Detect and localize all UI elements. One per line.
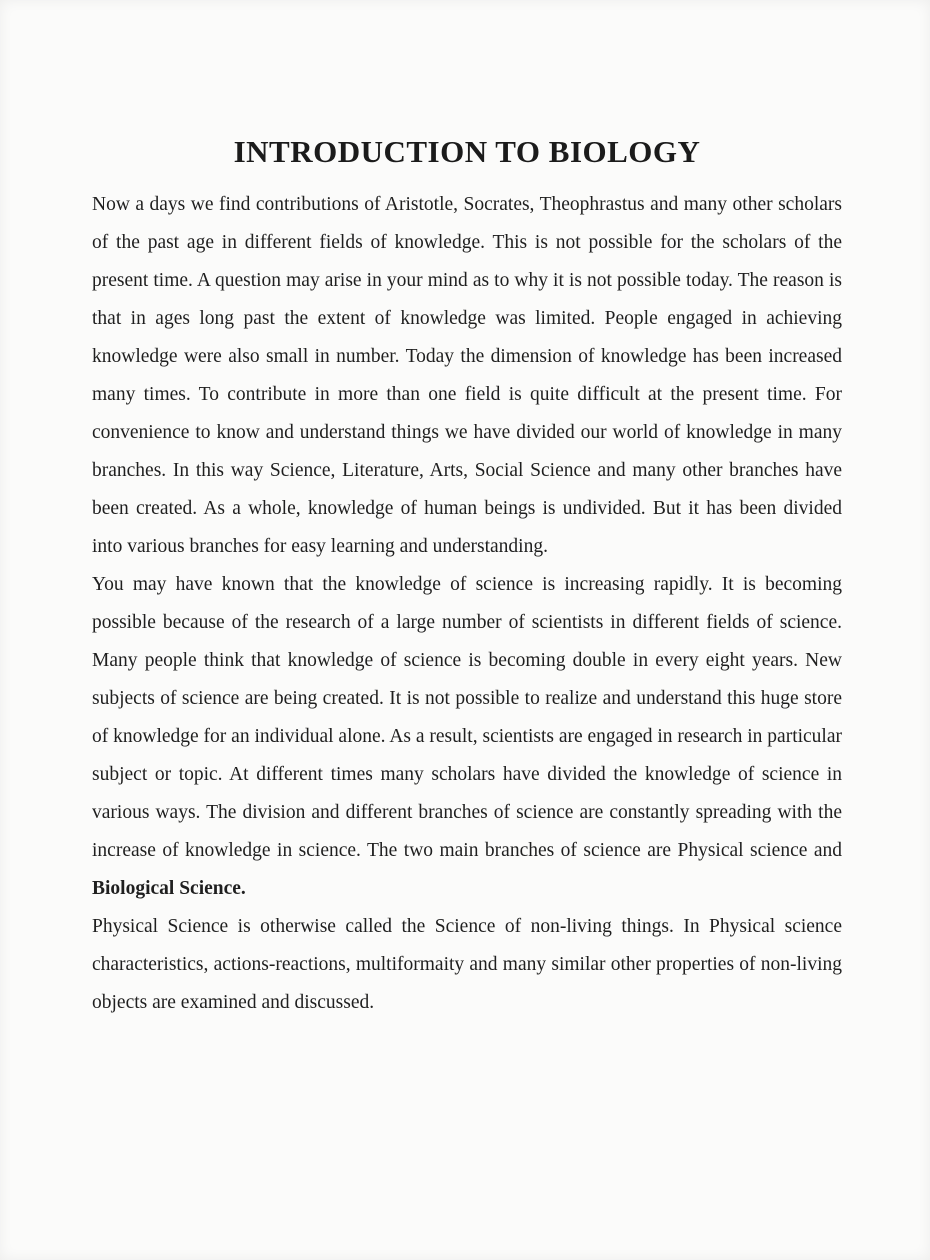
paragraph-2-text: You may have known that the knowledge of science is increasing rapidly. It is becoming possible because of the research of a large number of scientists in different fields of science. Many people think that knowledge of science is becoming double in every eight years. New subjects of science are being created. It is not possible to realize and understand this huge store of knowledge for an individual alone. As a result, scientists are engaged in research in particular subject or topic. At different times many scholars have divided the knowledge of science in various ways. The division and different branches of science are constantly spreading with the increase of knowledge in science. The two main branches of science are Physical science and — [92, 574, 842, 861]
document-body — [92, 186, 842, 1022]
body-paragraph-3: Physical Science is otherwise called the Science of non-living things. In Physical science characteristics, actions-reactions, multiformaity and many similar other properties of non-living objects are examined and discussed. — [92, 916, 842, 1013]
body-paragraph-2 — [92, 566, 842, 908]
page-title: INTRODUCTION TO BIOLOGY — [233, 134, 701, 169]
paragraph-2-bold-phrase: Biological Science. — [92, 878, 246, 899]
body-paragraph-1: Now a days we find contributions of Aristotle, Socrates, Theophrastus and many other scholars of the past age in different fields of knowledge. This is not possible for the scholars of the present time. A question may arise in your mind as to why it is not possible today. The reason is that in ages long past the extent of knowledge was limited. People engaged in achieving knowledge were also small in number. Today the dimension of knowledge has been increased many times. To contribute in more than one field is quite difficult at the present time. For convenience to know and understand things we have divided our world of knowledge in many branches. In this way Science, Literature, Arts, Social Science and many other branches have been created. As a whole, knowledge of human beings is undivided. But it has been divided into various branches for easy learning and understanding. — [92, 194, 842, 557]
